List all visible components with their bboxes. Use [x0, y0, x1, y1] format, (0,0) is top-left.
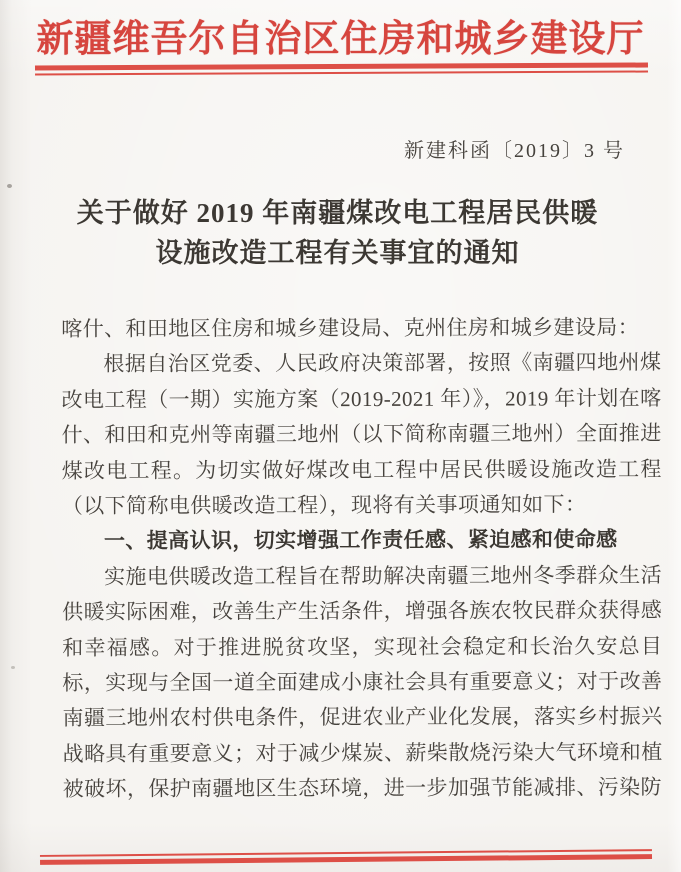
document-body	[61, 310, 663, 808]
paragraph-1: 根据自治区党委、人民政府决策部署，按照《南疆四地州煤改电工程（一期）实施方案（2019-2021 年）》，2019 年计划在喀什、和田和克州等南疆三地州（以下简称南疆三地州）全面推进煤改电工程。为切实做好煤改电工程中居民供暖设施改造工程（以下简称电供暖改造工程），现将有关事项通知如下：	[61, 350, 662, 518]
document-title-line-2: 设施改造工程有关事宜的通知	[155, 238, 520, 268]
letterhead-agency-title: 新疆维吾尔自治区住房和城乡建设厅	[36, 19, 645, 60]
paragraph-2: 实施电供暖改造工程旨在帮助解决南疆三地州冬季群众生活供暖实际困难，改善生产生活条件，增强各族农牧民群众获得感和幸福感。对于推进脱贫攻坚，实现社会稳定和长治久安总目标，实现与全国一道全面建成小康社会具有重要意义；对于改善南疆三地州农村供电条件，促进农业产业化发展，落实乡村振兴战略具有重要意义；对于减少煤炭、薪柴散烧污染大气环境和植被破坏，保护南疆地区生态环境，进一步加强节能减排、污染防	[62, 562, 663, 802]
recipient-line: 喀什、和田地区住房和城乡建设局、克州住房和城乡建设局：	[61, 315, 640, 341]
document-title	[0, 193, 675, 273]
section-1-heading: 一、提高认识，切实增强工作责任感、紧迫感和使命感	[103, 528, 618, 554]
letterhead-divider-rule	[35, 63, 648, 76]
document-reference-number: 新建科函〔2019〕3 号	[404, 140, 625, 162]
scan-artifact-speck	[11, 666, 15, 669]
footer-divider-rule	[40, 849, 652, 865]
document-title-line-1: 关于做好 2019 年南疆煤改电工程居民供暖	[76, 198, 599, 228]
scan-artifact-speck	[7, 184, 12, 188]
